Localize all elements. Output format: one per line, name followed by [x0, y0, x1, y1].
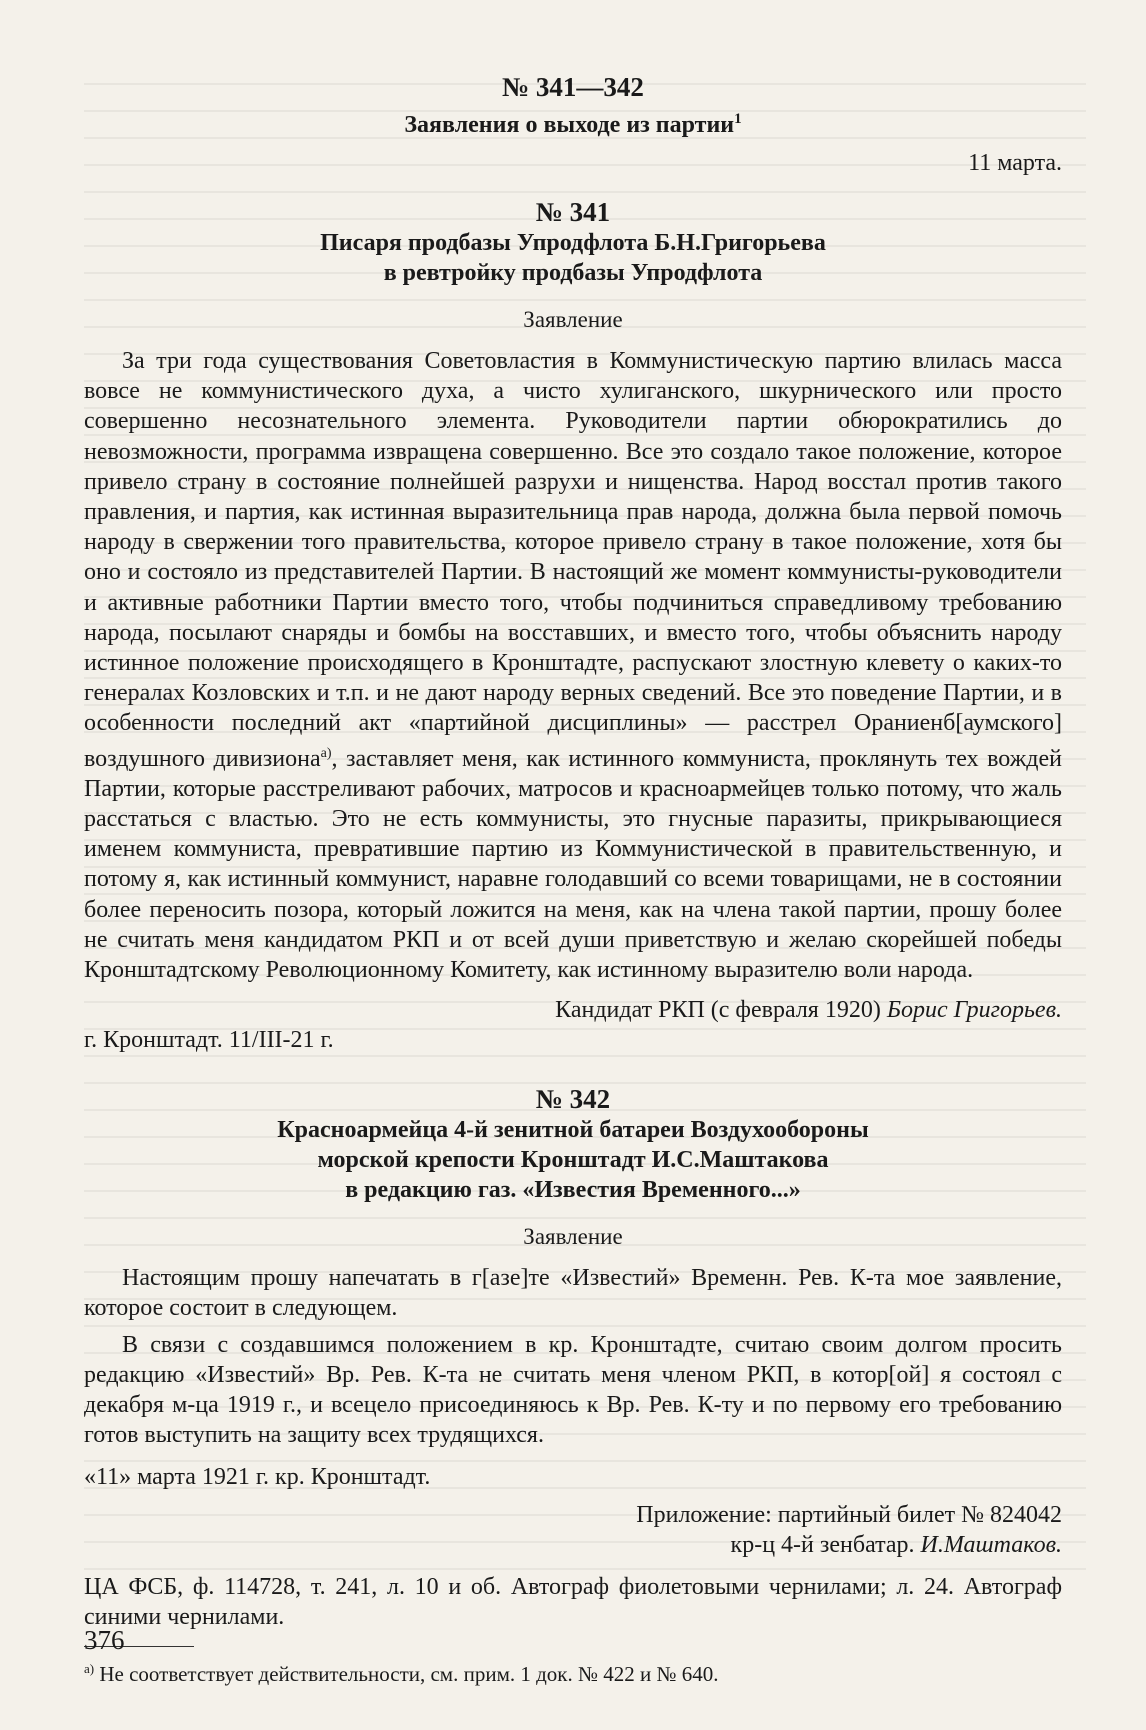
doc341-title-line1: Писаря продбазы Упродфлота Б.Н.Григорьева: [320, 230, 826, 256]
page-number: 376: [84, 1625, 125, 1655]
footnote-ref: 1: [734, 111, 742, 127]
archival-source: ЦА ФСБ, ф. 114728, т. 241, л. 10 и об. Автограф фиолетовыми чернилами; л. 24. Автограф синими чернилами.: [84, 1574, 1062, 1631]
doc342-paragraph-2: В связи с создавшимся положением в кр. Кронштадте, считаю своим долгом просить редакцию «Известий» Вр. Рев. К-та не считать меня членом РКП, в котор[ой] я состоял с декабря м-ца 1919 г., и всецело присоединяюсь к Вр. Рев. К-ту и по первому его требованию готов выступить на защиту всех трудящихся.: [84, 1331, 1062, 1449]
doc341-number: № 341: [535, 197, 611, 227]
footnote: $^{a)}$ Не соответствует действительности, см. прим. 1 док. № 422 и № 640.: [84, 1661, 719, 1687]
doc342-number: № 342: [535, 1084, 611, 1115]
doc342-paragraph-1: Настоящим прошу напечатать в г[азе]те «Известий» Временн. Рев. К-та мое заявление, которое состоит в следующем.: [84, 1265, 1062, 1322]
section-date: 11 марта.: [968, 150, 1062, 176]
doc342-label: Заявление: [523, 1224, 623, 1250]
signer-name: Борис Григорьев.: [886, 997, 1062, 1024]
doc342-title-line3: в редакцию газ. «Известия Временного...»: [345, 1177, 801, 1204]
doc342-title-line1: Красноармейца 4-й зенитной батареи Воздухообороны: [277, 1117, 869, 1144]
footnote-ref-a: a): [320, 745, 332, 761]
doc342-date-place: «11» марта 1921 г. кр. Кронштадт.: [84, 1464, 431, 1491]
doc341-title-line2: в ревтройку продбазы Упродфлота: [383, 260, 763, 286]
doc341-body: За три года существования Советовластия в Коммунистическую партию влилась масса вовсе не коммунистического духа, а чисто хулиганского, шкурнического или просто совершенно несознательного элемента. Руководители партии обюрократились до невозможности, программа извращена совершенно. Все это создало такое положение, которое привело страну в состояние полнейшей разрухи и нищенства. Народ восстал против такого правления, и партия, как истинная выразительница прав народа, должна была первой помочь народу в свержении того правительства, которое привело страну в такое положение, хотя бы оно и состояло из представителей Партии. В настоящий же момент коммунисты-руководители и активные работники Партии вместо того, чтобы подчиниться справедливому требованию народа, посылают снаряды и бомбы на восставших, и вместо того, чтобы объяснить народу истинное положение происходящего в Кронштадте, распускают злостную клевету о каких-то генералах Козловских и т.п. и не дают народу верных сведений. Все это поведение Партии, и в особенности последний акт «партийной дисциплины» — расстрел Ораниенб[аумского] воздушного дивизиона$^{a)}$, заставляет меня, как истинного коммуниста, проклянуть тех вождей Партии, которые расстреливают рабочих, матросов и красноармейцев только потому, что жаль расстаться с властью. Это не есть коммунисты, это гнусные паразиты, прикрывающиеся именем коммуниста, превратившие партию из Коммунистической в правительственную, и потому я, как истинный коммунист, наравне голодавший со всеми товарищами, не в состоянии более переносить позора, который ложится на меня, как на члена такой партии, прошу более не считать меня кандидатом РКП и от всей души приветствую и желаю скорейшей победы Кронштадтскому Революционному Комитету, как истинному выразителю воли народа.: [84, 348, 1063, 984]
doc342-attachment: Приложение: партийный билет № 824042: [636, 1502, 1062, 1529]
doc341-label: Заявление: [523, 307, 623, 332]
doc342-title-line2: морской крепости Кронштадт И.С.Маштакова: [317, 1147, 829, 1174]
section-number: № 341—342: [502, 72, 644, 102]
section-title: Заявления о выходе из партии$^1$: [404, 111, 742, 138]
doc342-signature: кр-ц 4-й зенбатар. И.Маштаков.: [730, 1532, 1062, 1559]
doc341-place-date: г. Кронштадт. 11/III-21 г.: [84, 1027, 334, 1054]
signer-name: И.Маштаков.: [920, 1532, 1062, 1559]
doc341-signature: Кандидат РКП (с февраля 1920) Борис Григорьев.: [555, 997, 1062, 1024]
